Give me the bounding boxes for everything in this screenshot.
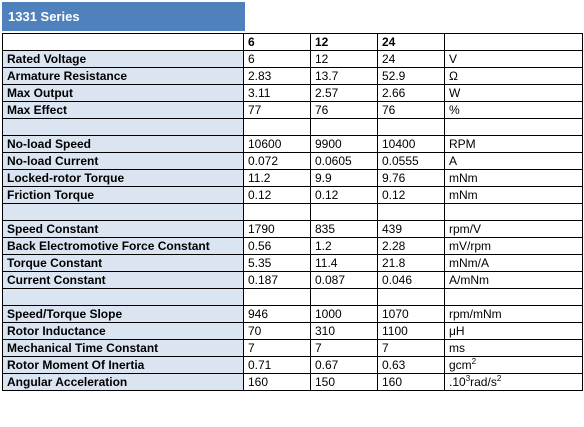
value-cell: 0.0605: [311, 153, 378, 170]
unit-superscript: 2: [496, 373, 502, 383]
value-cell: 0.12: [244, 187, 311, 204]
spec-table-body: [3, 34, 583, 391]
value-cell: 150: [311, 374, 378, 391]
unit-cell: [445, 204, 583, 221]
value-cell: 6: [244, 51, 311, 68]
table-row: [3, 170, 583, 187]
value-cell: 77: [244, 102, 311, 119]
unit-text: rpm/mNm: [449, 306, 502, 321]
value-cell: 835: [311, 221, 378, 238]
row-label: Mechanical Time Constant: [3, 340, 244, 357]
value-cell: [311, 204, 378, 221]
unit-text: μH: [449, 323, 465, 338]
value-cell: 0.12: [311, 187, 378, 204]
spec-table: [2, 33, 583, 391]
value-cell: 0.046: [378, 272, 445, 289]
row-label: [3, 204, 244, 221]
unit-cell: [445, 238, 583, 255]
value-cell: 13.7: [311, 68, 378, 85]
value-cell: 11.4: [311, 255, 378, 272]
unit-text: %: [449, 102, 460, 117]
value-cell: 1070: [378, 306, 445, 323]
row-label: Rated Voltage: [3, 51, 244, 68]
table-row: [3, 272, 583, 289]
unit-cell: [445, 119, 583, 136]
value-cell: 10400: [378, 136, 445, 153]
value-cell: 2.28: [378, 238, 445, 255]
value-cell: 12: [311, 51, 378, 68]
value-cell: 946: [244, 306, 311, 323]
row-label: Back Electromotive Force Constant: [3, 238, 244, 255]
value-cell: 439: [378, 221, 445, 238]
column-header-24v: 24: [378, 34, 445, 51]
unit-cell: [445, 85, 583, 102]
value-cell: 1000: [311, 306, 378, 323]
value-cell: [244, 289, 311, 306]
unit-text: mNm: [449, 170, 478, 185]
unit-cell: [445, 51, 583, 68]
value-cell: 160: [244, 374, 311, 391]
table-row: [3, 153, 583, 170]
unit-cell: [445, 323, 583, 340]
value-cell: 2.83: [244, 68, 311, 85]
table-row: [3, 255, 583, 272]
row-label: Max Effect: [3, 102, 244, 119]
table-row: [3, 51, 583, 68]
unit-cell: [445, 289, 583, 306]
row-label: Rotor Moment Of Inertia: [3, 357, 244, 374]
unit-cell: [445, 357, 583, 374]
table-row: [3, 340, 583, 357]
value-cell: 0.0555: [378, 153, 445, 170]
unit-text: .10: [449, 374, 466, 389]
row-label: Rotor Inductance: [3, 323, 244, 340]
unit-text: mNm/A: [449, 255, 489, 270]
row-label: No-load Speed: [3, 136, 244, 153]
table-row: [3, 374, 583, 391]
table-row: [3, 238, 583, 255]
unit-cell: [445, 340, 583, 357]
value-cell: 7: [311, 340, 378, 357]
unit-text: gcm: [449, 357, 472, 372]
value-cell: 3.11: [244, 85, 311, 102]
value-cell: 1100: [378, 323, 445, 340]
row-label: Max Output: [3, 85, 244, 102]
unit-cell: [445, 272, 583, 289]
row-label: [3, 289, 244, 306]
value-cell: 2.66: [378, 85, 445, 102]
separator-row: [3, 119, 583, 136]
value-cell: 310: [311, 323, 378, 340]
value-cell: 0.12: [378, 187, 445, 204]
row-label: Friction Torque: [3, 187, 244, 204]
value-cell: 0.63: [378, 357, 445, 374]
table-row: [3, 323, 583, 340]
value-cell: [311, 119, 378, 136]
value-cell: 9900: [311, 136, 378, 153]
value-cell: 0.072: [244, 153, 311, 170]
value-cell: 160: [378, 374, 445, 391]
value-cell: 0.56: [244, 238, 311, 255]
unit-text: A/mNm: [449, 272, 489, 287]
value-cell: 0.187: [244, 272, 311, 289]
unit-text: rpm/V: [449, 221, 482, 236]
value-cell: 2.57: [311, 85, 378, 102]
unit-text: W: [449, 85, 461, 100]
value-cell: 5.35: [244, 255, 311, 272]
unit-cell: [445, 374, 583, 391]
unit-superscript: 3: [465, 373, 471, 383]
value-cell: 1790: [244, 221, 311, 238]
table-row: [3, 306, 583, 323]
table-row: [3, 102, 583, 119]
unit-text: mV/rpm: [449, 238, 491, 253]
unit-cell: [445, 68, 583, 85]
table-row: [3, 357, 583, 374]
header-label-cell: [3, 34, 244, 51]
unit-text: ms: [449, 340, 465, 355]
value-cell: 1.2: [311, 238, 378, 255]
value-cell: 21.8: [378, 255, 445, 272]
value-cell: 76: [311, 102, 378, 119]
row-label: Speed Constant: [3, 221, 244, 238]
table-row: [3, 85, 583, 102]
unit-text: mNm: [449, 187, 478, 202]
unit-cell: [445, 255, 583, 272]
value-cell: [244, 204, 311, 221]
separator-row: [3, 204, 583, 221]
unit-text: RPM: [449, 136, 476, 151]
row-label: Speed/Torque Slope: [3, 306, 244, 323]
row-label: No-load Current: [3, 153, 244, 170]
value-cell: 0.71: [244, 357, 311, 374]
row-label: Current Constant: [3, 272, 244, 289]
value-cell: 7: [378, 340, 445, 357]
unit-text: Ω: [449, 68, 458, 83]
value-cell: [311, 289, 378, 306]
value-cell: 24: [378, 51, 445, 68]
table-row: [3, 187, 583, 204]
value-cell: 9.76: [378, 170, 445, 187]
unit-cell: [445, 170, 583, 187]
column-header-6v: 6: [244, 34, 311, 51]
row-label: Angular Acceleration: [3, 374, 244, 391]
unit-cell: [445, 221, 583, 238]
value-cell: 0.67: [311, 357, 378, 374]
unit-cell: [445, 187, 583, 204]
value-cell: [244, 119, 311, 136]
value-cell: 7: [244, 340, 311, 357]
table-row: [3, 136, 583, 153]
value-cell: 11.2: [244, 170, 311, 187]
unit-text: A: [449, 153, 458, 168]
value-cell: 9.9: [311, 170, 378, 187]
unit-cell: [445, 306, 583, 323]
row-label: Armature Resistance: [3, 68, 244, 85]
row-label: Torque Constant: [3, 255, 244, 272]
column-header-12v: 12: [311, 34, 378, 51]
row-label: [3, 119, 244, 136]
value-cell: [378, 119, 445, 136]
table-row: [3, 68, 583, 85]
value-cell: 70: [244, 323, 311, 340]
unit-cell: [445, 102, 583, 119]
unit-text: V: [449, 51, 458, 66]
value-cell: 0.087: [311, 272, 378, 289]
header-row: [3, 34, 583, 51]
unit-cell: [445, 153, 583, 170]
series-title: 1331 Series: [2, 2, 245, 31]
row-label: Locked-rotor Torque: [3, 170, 244, 187]
value-cell: 52.9: [378, 68, 445, 85]
value-cell: [378, 204, 445, 221]
unit-cell: [445, 136, 583, 153]
value-cell: 76: [378, 102, 445, 119]
value-cell: 10600: [244, 136, 311, 153]
header-unit-cell: [445, 34, 583, 51]
unit-superscript: 2: [471, 356, 477, 366]
value-cell: [378, 289, 445, 306]
unit-text-mid: rad/s: [470, 374, 497, 389]
table-row: [3, 221, 583, 238]
separator-row: [3, 289, 583, 306]
